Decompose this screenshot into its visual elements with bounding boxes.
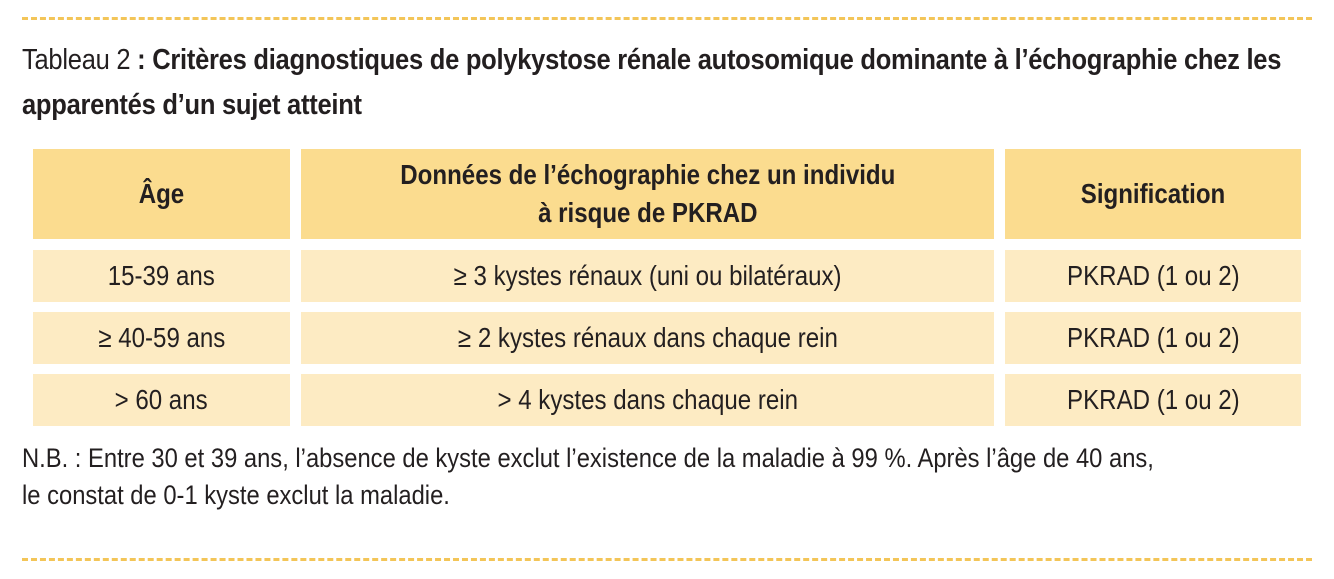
table-caption (22, 38, 1312, 128)
table-row (33, 312, 1301, 364)
header-cell-ultrasound-data: Données de l’échographie chez un individu à risque de PKRAD (301, 149, 994, 239)
cell-significance: PKRAD (1 ou 2) (1005, 250, 1301, 302)
cell-age: > 60 ans (33, 374, 290, 426)
cell-significance: PKRAD (1 ou 2) (1005, 312, 1301, 364)
header-cell-age: Âge (33, 149, 290, 239)
caption-title: : Critères diagnostiques de polykystose rénale autosomique dominante à l’échographie chez les apparentés d’un sujet atteint (22, 44, 1282, 121)
caption-label: Tableau 2 (22, 44, 138, 76)
cell-ultrasound-data: ≥ 2 kystes rénaux dans chaque rein (301, 312, 994, 364)
cell-age: 15-39 ans (33, 250, 290, 302)
footnote-line: le constat de 0-1 kyste exclut la maladie. (22, 480, 450, 510)
footnote-line: N.B. : Entre 30 et 39 ans, l’absence de kyste exclut l’existence de la maladie à 99 %. Après l’âge de 40 ans, (22, 443, 1154, 473)
table-row (33, 374, 1301, 426)
footnote (22, 440, 1254, 514)
table-header-row (33, 149, 1301, 239)
cell-age: ≥ 40-59 ans (33, 312, 290, 364)
bottom-dashed-divider (22, 558, 1312, 561)
cell-significance: PKRAD (1 ou 2) (1005, 374, 1301, 426)
header-cell-significance: Signification (1005, 149, 1301, 239)
top-dashed-divider (22, 17, 1312, 20)
cell-ultrasound-data: ≥ 3 kystes rénaux (uni ou bilatéraux) (301, 250, 994, 302)
table-row (33, 250, 1301, 302)
cell-ultrasound-data: > 4 kystes dans chaque rein (301, 374, 994, 426)
